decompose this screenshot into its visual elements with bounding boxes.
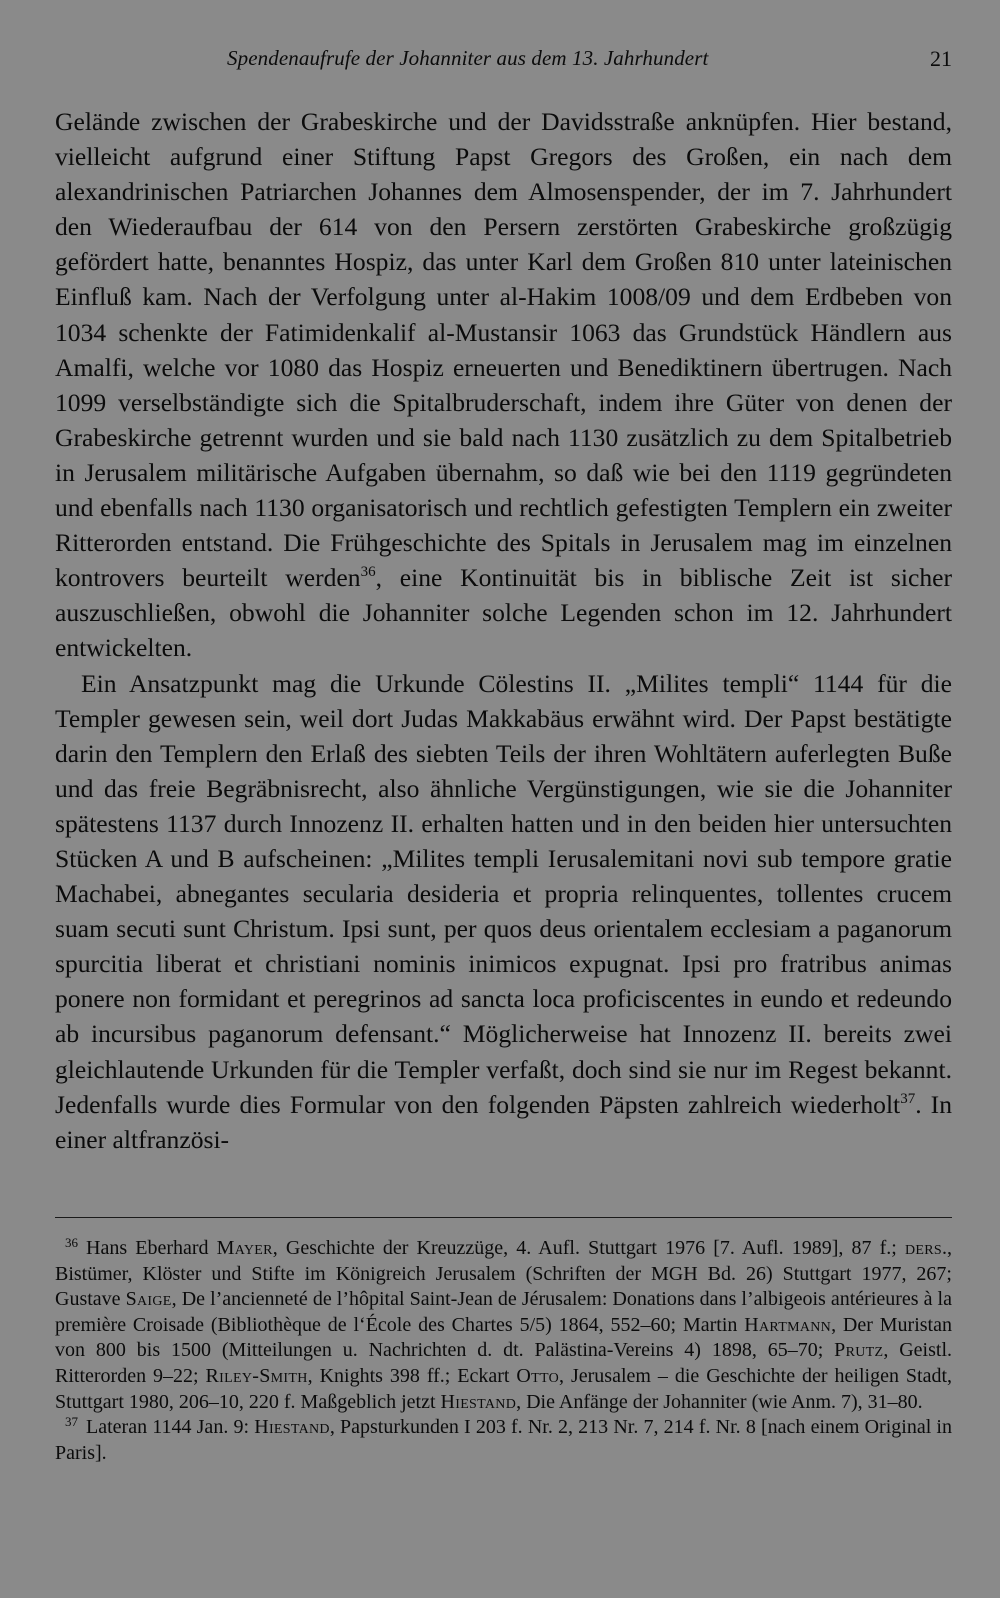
footnote-36-text: , Der Muristan von 800 bis 1500 (Mitteilungen u. Nachrichten d. dt. Palästina-Vereins 4) 1898, 65–70; <box>55 1313 952 1362</box>
footnote-36-text: , Die Anfänge der Johanniter (wie Anm. 7), 31–80. <box>516 1390 923 1413</box>
footnote-37-text: , Papsturkunden I 203 f. Nr. 2, 213 Nr. 7, 214 f. Nr. 8 [nach einem Original in Paris]. <box>55 1416 952 1464</box>
footnote-37-text: Lateran 1144 Jan. 9: <box>86 1416 255 1439</box>
footnote-36-text: , De l’ancienneté de l’hôpital Saint-Jean de Jérusalem: Donations dans l’albigeois antérieures à la première Croisade (Bibliothèque de l‘École des Chartes 5/5) 1864, 552–60; Martin <box>55 1288 952 1336</box>
footnote-36-text: ., Bistümer, Klöster und Stifte im Königreich Jerusalem (Schriften der MGH Bd. 26) Stuttgart 1977, 267; Gustave <box>55 1237 952 1311</box>
running-title: Spendenaufrufe der Johanniter aus dem 13. Jahrhundert <box>227 46 709 70</box>
main-text <box>55 104 952 1157</box>
footnote-36 <box>55 1236 952 1415</box>
footnote-36-text: , Geistl. Ritterorden 9–22; <box>55 1339 952 1387</box>
author-name: Riley-Smith <box>205 1364 308 1387</box>
author-name: Otto <box>516 1364 560 1387</box>
author-name: Hartmann <box>744 1313 832 1336</box>
footnote-separator <box>55 1217 952 1218</box>
paragraph-2-text: Ein Ansatzpunkt mag die Urkunde Cölestins II. „Milites templi“ 1144 für die Templer gewesen sein, weil dort Judas Makkabäus erwähnt wird. Der Papst bestätigte darin den Templern den Erlaß des siebten Teils der ihren Wohltätern auferlegten Buße und das freie Begräbnisrecht, also ähnliche Vergünstigungen, wie sie die Johanniter spätestens 1137 durch Innozenz II. erhalten hatten und in den beiden hier untersuchten Stücken A und B aufscheinen: „Milites templi Ierusalemitani novi sub tempore gratie Machabei, abnegantes secularia desideria et propria relinquentes, tollentes crucem suam secuti sunt Christum. Ipsi sunt, per quos deus orientalem ecclesiam a paganorum spurcitia liberat et christiani nominis inimicos expugnat. Ipsi pro fratribus animas ponere non formidant et peregrinos ad sancta loca proficiscentes in eundo et redeundo ab incursibus paganorum defensant.“ Möglicherweise hat Innozenz II. bereits zwei gleichlautende Urkunden für die Templer verfaßt, doch sind sie nur im Regest bekannt. Jedenfalls wurde dies Formular von den folgenden Päpsten zahlreich wiederholt <box>55 668 952 1119</box>
author-name: Hiestand <box>254 1416 330 1439</box>
footnote-ref-36: 36 <box>360 564 376 581</box>
paragraph-1-text: Gelände zwischen der Grabeskirche und der Davidsstraße anknüpfen. Hier bestand, vielleicht aufgrund einer Stiftung Papst Gregors des Großen, ein nach dem alexandrinischen Patriarchen Johannes dem Almosenspender, der im 7. Jahrhundert den Wiederaufbau der 614 von den Persern zerstörten Grabeskirche großzügig gefördert hatte, benanntes Hospiz, das unter Karl dem Großen 810 unter lateinischen Einfluß kam. Nach der Verfolgung unter al-Hakim 1008/09 und dem Erdbeben von 1034 schenkte der Fatimidenkalif al-Mustansir 1063 das Grundstück Händlern aus Amalfi, welche vor 1080 das Hospiz erneuerten und Benediktinern übertrugen. Nach 1099 verselbständigte sich die Spitalbruderschaft, indem ihre Güter von denen der Grabeskirche getrennt wurden und sie bald nach 1130 zusätzlich zu dem Spitalbetrieb in Jerusalem militärische Aufgaben übernahm, so daß wie bei den 1119 gegründeten und ebenfalls nach 1130 organisatorisch und rechtlich gefestigten Templern ein zweiter Ritterorden entstand. Die Frühgeschichte des Spitals in Jerusalem mag im einzelnen kontrovers beurteilt werden <box>55 107 952 593</box>
author-name: Mayer <box>216 1237 273 1259</box>
footnotes <box>55 1236 952 1466</box>
author-name: Hiestand <box>440 1390 517 1413</box>
page-header <box>55 40 952 80</box>
author-name: Saige <box>125 1288 172 1311</box>
footnote-ref-37: 37 <box>900 1090 916 1107</box>
footnote-number-36: 36 <box>65 1235 78 1250</box>
paragraph-1 <box>55 104 952 666</box>
footnote-36-text: , Knights 398 ff.; Eckart <box>307 1364 517 1387</box>
author-name: ders <box>904 1237 942 1259</box>
page-number: 21 <box>930 46 952 71</box>
paragraph-2 <box>55 666 952 1157</box>
footnote-36-text: , Geschichte der Kreuzzüge, 4. Aufl. Stuttgart 1976 [7. Aufl. 1989], 87 f.; <box>272 1237 905 1259</box>
footnote-37 <box>55 1415 952 1466</box>
footnote-number-37: 37 <box>65 1414 78 1430</box>
paragraph-2-continued: . In einer altfranzösi- <box>55 1089 953 1154</box>
footnote-36-text: , Jerusalem – die Geschichte der heiligen Stadt, Stuttgart 1980, 206–10, 220 f. Maßgeblich jetzt <box>55 1364 953 1413</box>
paragraph-1-continued: , eine Kontinuität bis in biblische Zeit ist sicher auszuschließen, obwohl die Johanniter solche Legenden schon im 12. Jahrhundert entwickelten. <box>55 563 953 663</box>
author-name: Prutz <box>834 1339 884 1362</box>
footnote-36-text: Hans Eberhard <box>86 1237 217 1259</box>
